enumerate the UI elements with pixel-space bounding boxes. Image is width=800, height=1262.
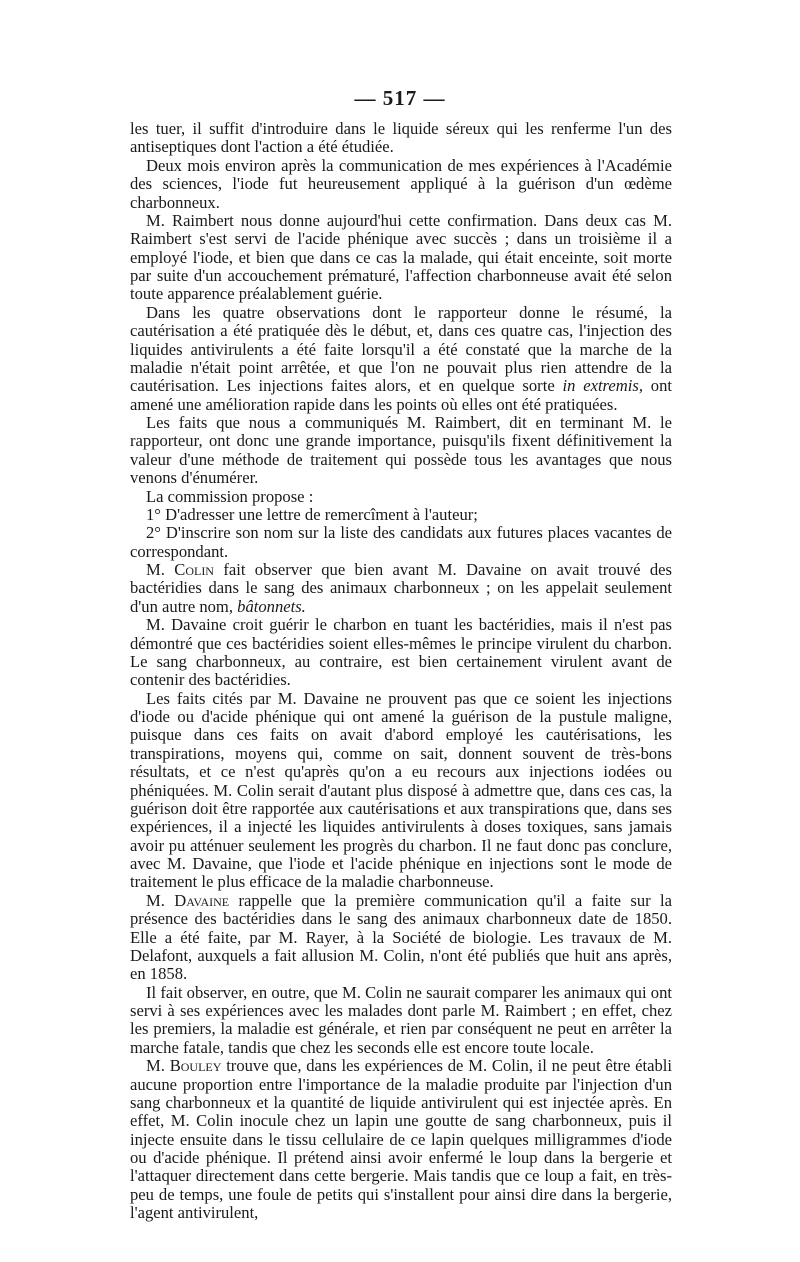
paragraph bbox=[130, 1057, 672, 1222]
paragraph-text: les tuer, il suffit d'introduire dans le liquide séreux qui les renferme l'un des antiseptiques dont l'action a été étudiée. bbox=[130, 119, 672, 157]
paragraph-text: 1° D'adresser une lettre de remercîment à l'auteur; bbox=[146, 504, 478, 524]
paragraph-text: M. bbox=[146, 560, 175, 579]
paragraph-text: M. Davaine croit guérir le charbon en tuant les bactéridies, mais il n'est pas démontré que ces bactéridies soient elles-mêmes le principe virulent du charbon. Le sang charbonneux, au contraire, est bien certainement virulent avant de contenir des bactéridies. bbox=[130, 615, 672, 690]
paragraph-text: La commission propose : bbox=[146, 486, 314, 506]
paragraph bbox=[130, 120, 672, 157]
paragraph-text: rappelle que la première communication qu'il a faite sur la présence des bactéridies dans le sang des animaux charbonneux date de 1850. Elle a été faite, par M. Rayer, à la Société de biologie. Les travaux de M. Delafont, auxquels a fait allusion M. Colin, n'ont été publiés que huit ans après, en 1858. bbox=[130, 890, 672, 984]
speaker-name: Davaine bbox=[174, 890, 230, 910]
speaker-name: Colin bbox=[174, 560, 214, 579]
paragraph-text: Deux mois environ après la communication de mes expériences à l'Académie des sciences, l'iode fut heureusement appliqué à la guérison d'un œdème charbonneux. bbox=[130, 155, 672, 212]
paragraph bbox=[130, 690, 672, 892]
paragraph bbox=[130, 984, 672, 1058]
paragraph-text: 2° D'inscrire son nom sur la liste des candidats aux futures places vacantes de correspondant. bbox=[130, 523, 672, 561]
paragraph bbox=[130, 157, 672, 212]
paragraph-text: M. bbox=[146, 890, 175, 910]
italic-text: bâtonnets. bbox=[237, 596, 306, 616]
paragraph-text: Les faits cités par M. Davaine ne prouvent pas que ce soient les injections d'iode ou d'acide phénique qui ont amené la guérison de la pustule maligne, puisque dans ces faits on avait d'abord employé les cautérisations, les transpirations, moyens qui, comme on sait, donnent souvent de très-bons résultats, et ce n'est qu'après qu'on a eu recours aux injections iodées ou phéniquées. M. Colin serait d'autant plus disposé à admettre que, dans ces cas, la guérison doit être rapportée aux cautérisations et aux transpirations que, dans ses expériences, il a injecté les liquides antivirulents à doses toxiques, sans jamais avoir pu atténuer seulement les progrès du charbon. Il ne faut donc pas conclure, avec M. Davaine, que l'iode et l'acide phénique en injections sont le mode de traitement le plus efficace de la maladie charbonneuse. bbox=[130, 688, 672, 892]
paragraph-text: Dans les quatre observations dont le rapporteur donne le résumé, la cautérisation a été pratiquée dès le début, et, dans ces quatre cas, l'injection des liquides antivirulents a été faite lorsqu'il a été constaté que la marche de la maladie n'était point arrêtée, et que l'on ne pouvait plus rien attendre de la cautérisation. Les injections faites alors, et en quelque sorte bbox=[130, 302, 672, 396]
paragraph-text: M. bbox=[146, 1056, 170, 1076]
paragraph bbox=[130, 506, 672, 524]
paragraph bbox=[130, 212, 672, 304]
paragraph bbox=[130, 561, 672, 616]
italic-text: in extremis, bbox=[562, 376, 643, 396]
paragraph bbox=[130, 304, 672, 414]
paragraph bbox=[130, 524, 672, 561]
paragraph-text: M. Raimbert nous donne aujourd'hui cette confirmation. Dans deux cas M. Raimbert s'est servi de l'acide phénique avec succès ; dans un troisième il a employé l'iode, et bien que dans ce cas la malade, qui était enceinte, soit morte par suite d'un accouchement prématuré, l'affection charbonneuse avait été selon toute apparence préalablement guérie. bbox=[130, 210, 672, 304]
paragraph bbox=[130, 488, 672, 506]
paragraph bbox=[130, 616, 672, 690]
page-number-header: — 517 — bbox=[354, 86, 446, 110]
paragraph bbox=[130, 892, 672, 984]
body-text bbox=[130, 120, 672, 1223]
paragraph-text: fait observer que bien avant M. Davaine on avait trouvé des bactéridies dans le sang des animaux charbonneux ; on les appelait seulement d'un autre nom, bbox=[130, 560, 672, 616]
speaker-name: Bouley bbox=[169, 1056, 222, 1076]
paragraph-text: Il fait observer, en outre, que M. Colin ne saurait comparer les animaux qui ont servi à ses expériences avec les malades dont parle M. Raimbert ; en effet, chez les premiers, la maladie est générale, et rien par conséquent ne peut en arrêter la marche fatale, tandis que chez les seconds elle est encore toute locale. bbox=[130, 982, 672, 1057]
paragraph-text: ont amené une amélioration rapide dans les points où elles ont été pratiquées. bbox=[130, 376, 673, 414]
paragraph-text: trouve que, dans les expériences de M. Colin, il ne peut être établi aucune proportion entre l'importance de la maladie produite par l'injection d'un sang charbonneux et la quantité de liquide antivirulent qui est injectée après. En effet, M. Colin inocule chez un lapin une goutte de sang charbonneux, puis il injecte ensuite dans le tissu cellulaire de ce lapin quelques milligrammes d'iode ou d'acide phénique. Il prétend ainsi avoir enfermé le loup dans la bergerie et l'attaquer directement dans cette bergerie. Mais tandis que ce loup a fait, en très-peu de temps, une foule de petits qui s'installent pour ainsi dire dans la bergerie, l'agent antivirulent, bbox=[130, 1056, 672, 1223]
paragraph-text: Les faits que nous a communiqués M. Raimbert, dit en terminant M. le rapporteur, ont donc une grande importance, puisqu'ils fixent définitivement la valeur d'une méthode de traitement qui possède tous les avantages que nous venons d'énumérer. bbox=[130, 413, 672, 488]
paragraph bbox=[130, 414, 672, 488]
